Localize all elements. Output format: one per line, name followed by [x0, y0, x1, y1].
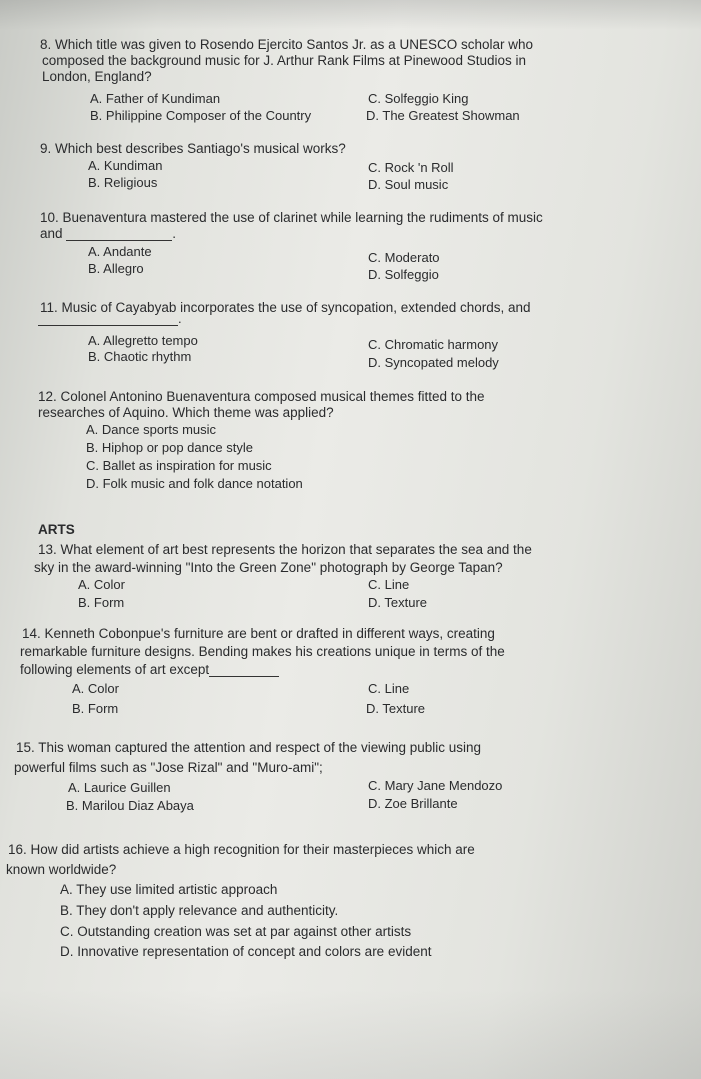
q15-choice-b[interactable]: B. Marilou Diaz Abaya	[66, 798, 194, 813]
q9-choice-a[interactable]: A. Kundiman	[88, 158, 163, 173]
q11-choice-c[interactable]: C. Chromatic harmony	[368, 337, 499, 352]
q9-choice-c[interactable]: C. Rock 'n Roll	[368, 160, 454, 175]
q13-choice-c[interactable]: C. Line	[368, 577, 410, 592]
q10-line-2: and .	[40, 226, 177, 241]
q10-choice-b[interactable]: B. Allegro	[88, 261, 144, 276]
q14-choice-a[interactable]: A. Color	[72, 681, 119, 696]
q16-line-2: known worldwide?	[6, 862, 117, 877]
q8-line-2: composed the background music for J. Arthur Rank Films at Pinewood Studios in	[42, 53, 526, 68]
q8-line-1: 8. Which title was given to Rosendo Ejercito Santos Jr. as a UNESCO scholar who	[40, 37, 533, 52]
q11-answer-blank[interactable]	[38, 325, 178, 326]
q16-choice-a[interactable]: A. They use limited artistic approach	[60, 882, 278, 897]
q14-line-2: remarkable furniture designs. Bending makes his creations unique in terms of the	[20, 644, 505, 659]
q13-line-1: 13. What element of art best represents the horizon that separates the sea and the	[38, 542, 532, 557]
q14-choice-b[interactable]: B. Form	[72, 701, 119, 716]
q15-line-2: powerful films such as "Jose Rizal" and "Muro-ami";	[14, 760, 323, 775]
q14-answer-blank[interactable]	[209, 676, 279, 677]
q12-line-2: researches of Aquino. Which theme was applied?	[38, 405, 334, 420]
q9-choice-b[interactable]: B. Religious	[88, 175, 158, 190]
q15-choice-d[interactable]: D. Zoe Brillante	[368, 796, 458, 811]
q14-line-3: following elements of art except	[20, 663, 279, 677]
q11-line-1: 11. Music of Cayabyab incorporates the use of syncopation, extended chords, and	[40, 300, 531, 315]
section-heading-arts: ARTS	[38, 522, 75, 537]
q12-choice-b[interactable]: B. Hiphop or pop dance style	[86, 440, 253, 455]
q11-blank-line: .	[38, 312, 182, 326]
q10-choice-d[interactable]: D. Solfeggio	[368, 267, 439, 282]
q9-line-1: 9. Which best describes Santiago's musical works?	[40, 141, 346, 156]
q13-line-2: sky in the award-winning "Into the Green Zone" photograph by George Tapan?	[34, 560, 503, 575]
q12-choice-d[interactable]: D. Folk music and folk dance notation	[86, 476, 303, 491]
q13-choice-a[interactable]: A. Color	[78, 577, 125, 592]
q16-choice-d[interactable]: D. Innovative representation of concept and colors are evident	[60, 944, 432, 959]
q16-choice-b[interactable]: B. They don't apply relevance and authenticity.	[60, 903, 339, 918]
q10-choice-c[interactable]: C. Moderato	[368, 250, 440, 265]
q12-choice-c[interactable]: C. Ballet as inspiration for music	[86, 458, 272, 473]
q8-choice-d[interactable]: D. The Greatest Showman	[366, 108, 520, 123]
q15-choice-c[interactable]: C. Mary Jane Mendozo	[368, 778, 503, 793]
q11-choice-d[interactable]: D. Syncopated melody	[368, 355, 499, 370]
q10-line-1: 10. Buenaventura mastered the use of clarinet while learning the rudiments of music	[40, 210, 543, 225]
q9-choice-d[interactable]: D. Soul music	[368, 177, 449, 192]
q13-choice-d[interactable]: D. Texture	[368, 595, 428, 610]
q8-choice-a[interactable]: A. Father of Kundiman	[90, 91, 221, 106]
q16-line-1: 16. How did artists achieve a high recognition for their masterpieces which are	[8, 842, 475, 857]
top-shadow	[0, 0, 701, 30]
bottom-shadow	[0, 990, 701, 1079]
q13-choice-b[interactable]: B. Form	[78, 595, 125, 610]
q12-line-1: 12. Colonel Antonino Buenaventura composed musical themes fitted to the	[38, 389, 485, 404]
q11-choice-a[interactable]: A. Allegretto tempo	[88, 333, 198, 348]
q10-choice-a[interactable]: A. Andante	[88, 244, 152, 259]
q14-choice-c[interactable]: C. Line	[368, 681, 410, 696]
q14-line-1: 14. Kenneth Cobonpue's furniture are bent or drafted in different ways, creating	[22, 626, 495, 641]
q8-choice-c[interactable]: C. Solfeggio King	[368, 91, 469, 106]
q10-answer-blank[interactable]	[66, 240, 172, 241]
q11-choice-b[interactable]: B. Chaotic rhythm	[88, 349, 192, 364]
q8-choice-b[interactable]: B. Philippine Composer of the Country	[90, 108, 312, 123]
q8-line-3: London, England?	[42, 69, 152, 84]
q12-choice-a[interactable]: A. Dance sports music	[86, 422, 217, 437]
q15-choice-a[interactable]: A. Laurice Guillen	[68, 780, 171, 795]
q15-line-1: 15. This woman captured the attention and respect of the viewing public using	[16, 740, 482, 755]
q14-choice-d[interactable]: D. Texture	[366, 701, 426, 716]
q16-choice-c[interactable]: C. Outstanding creation was set at par against other artists	[60, 924, 412, 939]
